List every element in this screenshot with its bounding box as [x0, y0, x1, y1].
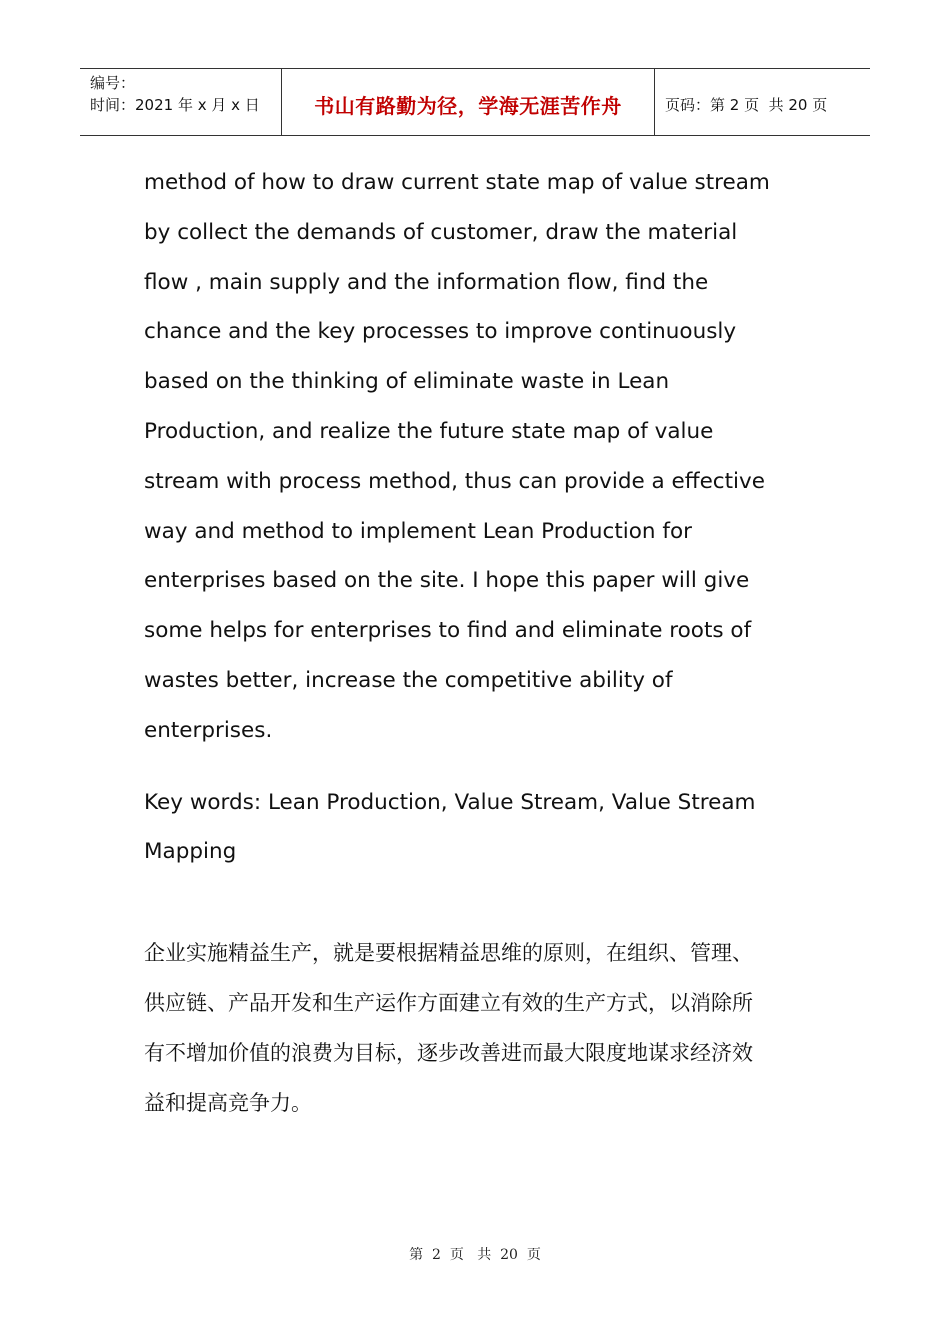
abstract-section — [144, 158, 824, 877]
page-info-text: 页码：第 2 页 共 20 页 — [665, 95, 828, 114]
text-line: wastes better, increase the competitive ability of — [144, 667, 673, 693]
keywords-line: Mapping — [144, 839, 237, 865]
keywords-paragraph — [144, 778, 824, 878]
abstract-paragraph — [144, 158, 824, 756]
zh-text-line: 企业实施精益生产，就是要根据精益思维的原则，在组织、管理、 — [144, 941, 753, 965]
page-header — [80, 68, 870, 136]
text-line: enterprises. — [144, 717, 273, 743]
text-line: way and method to implement Lean Production for — [144, 518, 692, 544]
header-page-info — [655, 69, 870, 135]
text-line: chance and the key processes to improve continuously — [144, 319, 737, 345]
header-motto-cell — [281, 69, 655, 135]
text-line: flow , main supply and the information flow, find the — [144, 269, 709, 295]
keywords-line: Key words: Lean Production, Value Stream, Value Stream — [144, 789, 756, 815]
chinese-paragraph — [144, 928, 824, 1128]
motto-text: 书山有路勤为径，学海无涯苦作舟 — [314, 93, 622, 118]
number-label: 编号： — [90, 74, 136, 92]
zh-text-line: 供应链、产品开发和生产运作方面建立有效的生产方式，以消除所 — [144, 991, 753, 1015]
text-line: Production, and realize the future state map of value — [144, 418, 714, 444]
text-line: stream with process method, thus can provide a effective — [144, 468, 765, 494]
text-line: enterprises based on the site. I hope this paper will give — [144, 568, 750, 594]
zh-text-line: 益和提高竞争力。 — [144, 1091, 312, 1115]
text-line: method of how to draw current state map of value stream — [144, 170, 770, 195]
page-footer: 第 2 页 共 20 页 — [409, 1247, 541, 1263]
text-line: some helps for enterprises to find and eliminate roots of — [144, 618, 752, 644]
text-line: by collect the demands of customer, draw the material — [144, 219, 738, 245]
text-line: based on the thinking of eliminate waste in Lean — [144, 369, 670, 395]
zh-text-line: 有不增加价值的浪费为目标，逐步改善进而最大限度地谋求经济效 — [144, 1041, 753, 1065]
time-label: 时间：2021 年 x 月 x 日 — [90, 96, 260, 114]
header-meta — [80, 69, 281, 135]
